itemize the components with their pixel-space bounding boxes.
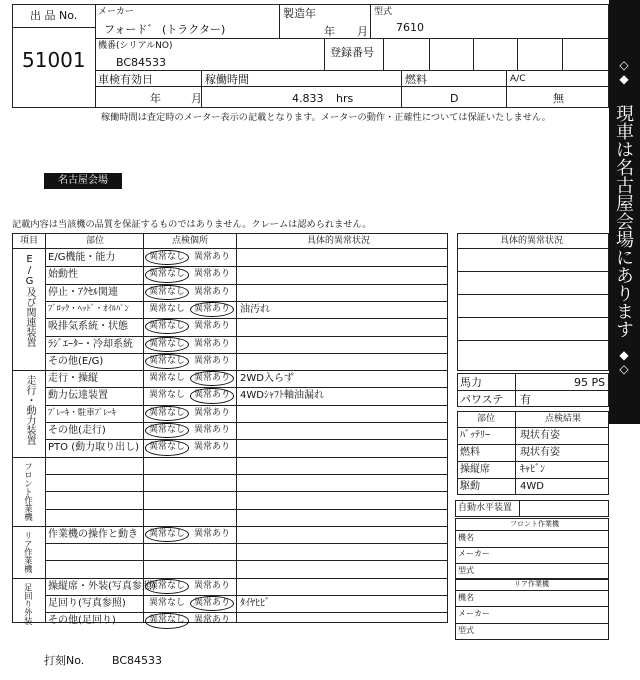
normal-option[interactable]: 異常なし <box>149 615 186 626</box>
selection-circle <box>145 337 189 352</box>
abnormal-option[interactable]: 異常あり <box>194 303 231 314</box>
sidebar-text: 現車は名古屋会場にあります <box>613 104 634 338</box>
inspection-month-unit: 月 <box>191 92 202 105</box>
front-maker-label: メーカー <box>458 549 490 558</box>
serial-label: 機番(シリアルNO) <box>98 41 173 51</box>
selection-circle <box>145 354 189 369</box>
result-item-value: ｷｬﾋﾞﾝ <box>520 464 545 475</box>
rear-machine-name-label: 機名 <box>458 593 474 602</box>
power-steering-label: パワステ <box>460 393 504 406</box>
normal-option[interactable]: 異常なし <box>149 407 186 418</box>
power-steering-value: 有 <box>520 393 531 406</box>
group-label: リア作業機 <box>23 530 34 573</box>
quality-notice: 記載内容は当該機の品質を保証するものではありません。クレームは認められません。 <box>12 219 372 230</box>
lot-label: 出 品 No. <box>30 9 78 22</box>
rear-header: リア作業機 <box>514 580 549 588</box>
rear-maker-label: メーカー <box>458 609 490 618</box>
row-part: PTO (動力取り出し) <box>48 442 139 454</box>
abnormal-option[interactable]: 異常あり <box>194 407 231 418</box>
year-unit: 年 <box>324 25 335 38</box>
result-item-value: 4WD <box>520 481 544 492</box>
registration-label: 登録番号 <box>330 46 374 59</box>
row-part: 動力伝達装置 <box>48 390 108 402</box>
abnormal-option[interactable]: 異常あり <box>194 355 231 366</box>
selection-circle <box>190 388 234 403</box>
abnormal-option[interactable]: 異常あり <box>194 286 231 297</box>
result-item-label: 駆動 <box>460 481 480 492</box>
row-part: 始動性 <box>48 269 78 281</box>
abnormal-option[interactable]: 異常あり <box>194 252 231 262</box>
selection-circle <box>145 285 189 300</box>
row-part: 足回り(写真参照) <box>48 598 126 609</box>
hours-label: 稼働時間 <box>205 73 249 86</box>
normal-option[interactable]: 異常なし <box>149 442 186 453</box>
abnormal-option[interactable]: 異常あり <box>194 321 231 332</box>
front-model-label: 型式 <box>458 566 474 575</box>
normal-option[interactable]: 異常なし <box>149 286 186 297</box>
row-part: E/G機能・能力 <box>48 252 116 263</box>
row-detail: ﾀｲﾔﾋﾋﾞ <box>240 598 270 609</box>
horsepower-value: 95 PS <box>574 376 606 389</box>
ac-value: 無 <box>553 92 564 105</box>
row-part: ﾗｼﾞｴｰﾀｰ・冷却系統 <box>48 338 133 350</box>
abnormal-option[interactable]: 異常あり <box>194 425 231 435</box>
normal-option[interactable]: 異常なし <box>149 252 186 262</box>
horsepower-label: 馬力 <box>460 376 482 389</box>
result-item-value: 現状有姿 <box>520 447 560 458</box>
auto-level-label: 自動水平装置 <box>458 503 513 513</box>
selection-circle <box>145 579 189 594</box>
year-label: 製造年 <box>283 7 316 20</box>
abnormal-option[interactable]: 異常あり <box>194 373 231 384</box>
model-value: 7610 <box>396 21 424 34</box>
result-item-label: 燃料 <box>460 447 480 458</box>
result-item-value: 現状有姿 <box>520 430 560 441</box>
selection-circle <box>145 406 189 421</box>
row-detail: 4WDｼｬﾌﾄ軸油漏れ <box>240 390 324 402</box>
result-item-label: ﾊﾞｯﾃﾘｰ <box>460 430 490 441</box>
row-detail: 2WD入らず <box>240 373 294 385</box>
stamp-value: BC84533 <box>112 654 163 667</box>
location-sidebar <box>609 0 640 424</box>
normal-option[interactable]: 異常なし <box>149 373 186 384</box>
location-badge: 名古屋会場 <box>44 173 122 189</box>
lot-number: 51001 <box>22 48 86 72</box>
rear-model-label: 型式 <box>458 626 474 635</box>
front-machine-name-label: 機名 <box>458 533 474 542</box>
normal-option[interactable]: 異常なし <box>149 390 186 401</box>
fuel-label: 燃料 <box>405 73 427 86</box>
abnormal-option[interactable]: 異常あり <box>194 598 231 608</box>
col-check: 点検個所 <box>172 236 209 246</box>
group-label: 走行・動力装置 <box>24 375 35 446</box>
normal-option[interactable]: 異常なし <box>149 598 186 608</box>
abnormal-option[interactable]: 異常あり <box>194 442 231 453</box>
serial-value: BC84533 <box>116 56 167 69</box>
abnormal-option[interactable]: 異常あり <box>194 269 231 280</box>
row-part: ﾌﾞﾛｯｸ・ﾍｯﾄﾞ・ｵｲﾙﾊﾟﾝ <box>48 303 129 314</box>
normal-option[interactable]: 異常なし <box>149 303 186 314</box>
normal-option[interactable]: 異常なし <box>149 528 186 539</box>
row-part: その他(足回り) <box>48 615 116 627</box>
normal-option[interactable]: 異常なし <box>149 580 186 591</box>
hours-unit: hrs <box>336 92 354 105</box>
col-detail: 具体的異常状況 <box>307 236 371 246</box>
abnormal-option[interactable]: 異常あり <box>194 390 231 401</box>
row-part: 走行・操縦 <box>48 373 98 385</box>
model-label: 型式 <box>374 7 393 17</box>
selection-circle <box>145 440 189 455</box>
right-detail-header: 具体的異常状況 <box>500 236 564 246</box>
col-part: 部位 <box>86 236 105 246</box>
hours-disclaimer: 稼働時間は査定時のメーター表示の記載となります。メーターの動作・正確性については保証いたしません。 <box>101 112 551 123</box>
row-detail: 油汚れ <box>240 303 270 315</box>
inspection-label: 車検有効日 <box>98 73 153 86</box>
sidebar-bottom-marks: ◆◇ <box>617 348 631 376</box>
inspection-year-unit: 年 <box>150 92 161 105</box>
normal-option[interactable]: 異常なし <box>149 355 186 366</box>
selection-circle <box>145 267 189 282</box>
abnormal-option[interactable]: 異常あり <box>194 338 231 349</box>
normal-option[interactable]: 異常なし <box>149 321 186 332</box>
selection-circle <box>190 302 234 317</box>
group-label: 足回り外装 <box>23 582 34 625</box>
row-part: ﾌﾞﾚｰｷ・駐車ﾌﾞﾚｰｷ <box>48 407 117 418</box>
abnormal-option[interactable]: 異常あり <box>194 580 231 591</box>
row-part: その他(E/G) <box>48 355 104 367</box>
result-item-label: 操縦席 <box>460 464 490 475</box>
hours-value: 4.833 <box>292 92 324 105</box>
normal-option[interactable]: 異常なし <box>149 425 186 435</box>
result-header: 点検結果 <box>545 414 582 424</box>
row-part: 作業機の操作と動き <box>48 528 138 540</box>
abnormal-option[interactable]: 異常あり <box>194 615 231 626</box>
part-header: 部位 <box>477 414 496 424</box>
normal-option[interactable]: 異常なし <box>149 338 186 349</box>
sidebar-top-marks: ◇◆ <box>617 58 631 86</box>
row-part: その他(走行) <box>48 425 106 436</box>
row-part: 操縦席・外装(写真参照) <box>48 580 156 592</box>
row-part: 停止・ｱｸｾﾙ関連 <box>48 286 118 298</box>
fuel-value: D <box>450 92 459 105</box>
ac-label: A/C <box>510 74 526 84</box>
group-label: フロント作業機 <box>23 461 34 521</box>
selection-circle <box>145 527 189 542</box>
row-part: 吸排気系統・状態 <box>48 321 128 333</box>
col-item: 項目 <box>20 236 39 246</box>
maker-value: フォード゛ (トラクター) <box>104 23 226 36</box>
group-label: E/G及び関連装置 <box>24 254 35 347</box>
selection-circle <box>145 613 189 628</box>
normal-option[interactable]: 異常なし <box>149 269 186 280</box>
month-unit: 月 <box>357 25 368 38</box>
front-header: フロント作業機 <box>510 520 559 528</box>
stamp-label: 打刻No. <box>44 654 85 667</box>
abnormal-option[interactable]: 異常あり <box>194 528 231 539</box>
maker-label: メーカー <box>98 7 134 17</box>
